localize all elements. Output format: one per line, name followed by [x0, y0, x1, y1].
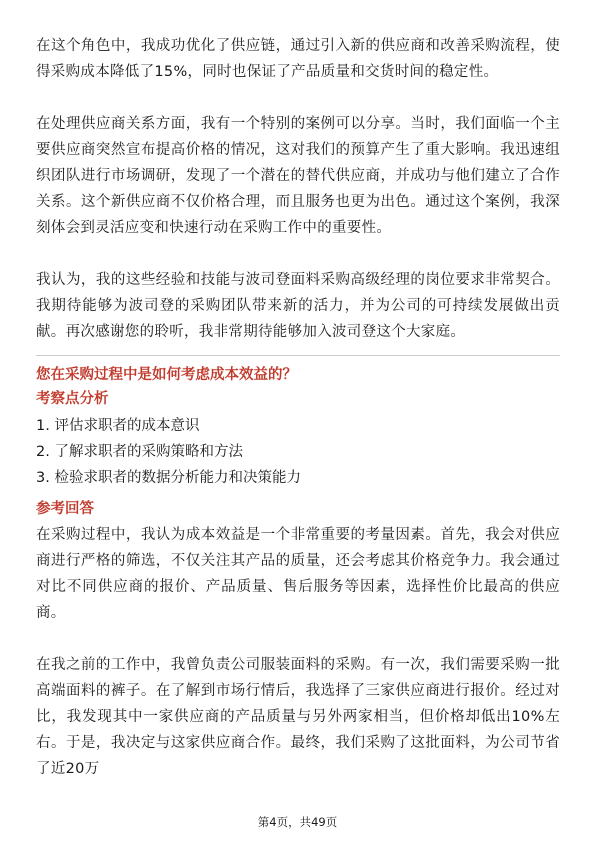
analysis-item-1: 1. 评估求职者的成本意识 [36, 418, 200, 434]
intro-paragraph-3: 我认为，我的这些经验和技能与波司登面料采购高级经理的岗位要求非常契合。我期待能够为波司登的采购团队带来新的活力，并为公司的可持续发展做出贡献。再次感谢您的聆听，我非常期待能够加入波司登这个大家庭。 [36, 272, 560, 340]
answer-paragraph-2: 在我之前的工作中，我曾负责公司服装面料的采购。有一次，我们需要采购一批高端面料的裤子。在了解到市场行情后，我选择了三家供应商进行报价。经过对比，我发现其中一家供应商的产品质量与另外两家相当，但价格却低出10%左右。于是，我决定与这家供应商合作。最终，我们采购了这批面料，为公司节省了近20万 [36, 657, 560, 777]
question-heading: 您在采购过程中是如何考虑成本效益的？ [36, 367, 297, 383]
analysis-item-2: 2. 了解求职者的采购策略和方法 [36, 444, 243, 460]
document-page [36, 33, 560, 782]
intro-paragraph-1: 在这个角色中，我成功优化了供应链，通过引入新的供应商和改善采购流程，使得采购成本降低了15%，同时也保证了产品质量和交货时间的稳定性。 [36, 38, 560, 80]
paragraph-gap [36, 241, 560, 267]
page-number: 第4页，共49页 [257, 815, 338, 829]
answer-heading: 参考回答 [36, 501, 94, 517]
analysis-item-3: 3. 检验求职者的数据分析能力和决策能力 [36, 470, 301, 486]
answer-paragraph-1: 在采购过程中，我认为成本效益是一个非常重要的考量因素。首先，我会对供应商进行严格的筛选，不仅关注其产品的质量，还会考虑其价格竞争力。我会通过对比不同供应商的报价、产品质量、售后服务等因素，选择性价比最高的供应商。 [36, 527, 560, 621]
paragraph-gap [36, 626, 560, 652]
paragraph-gap [36, 85, 560, 111]
analysis-heading: 考察点分析 [36, 391, 109, 407]
section-divider [36, 355, 560, 356]
intro-paragraph-2: 在处理供应商关系方面，我有一个特别的案例可以分享。当时，我们面临一个主要供应商突然宣布提高价格的情况，这对我们的预算产生了重大影响。我迅速组织团队进行市场调研，发现了一个潜在的替代供应商，并成功与他们建立了合作关系。这个新供应商不仅价格合理，而且服务也更为出色。通过这个案例，我深刻体会到灵活应变和快速行动在采购工作中的重要性。 [36, 116, 560, 236]
